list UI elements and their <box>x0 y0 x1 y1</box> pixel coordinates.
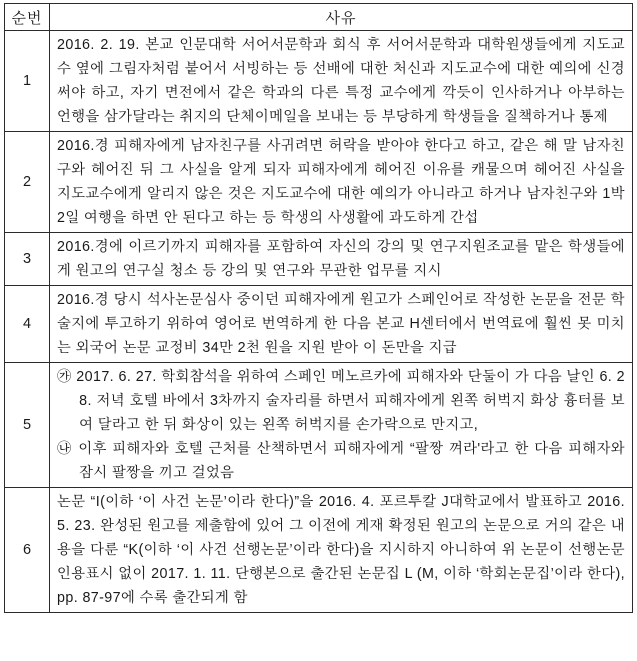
row-reason-cell <box>50 363 633 488</box>
table-row <box>5 31 633 132</box>
row-number: 3 <box>5 233 50 286</box>
header-row <box>5 4 633 31</box>
reason-paragraph: ㉮ 2017. 6. 27. 학회참석을 위하여 스페인 메노르카에 피해자와 단둘이 가 다음 날인 6. 28. 저녁 호텔 바에서 3차까지 술자리를 하면서 피해자에게 왼쪽 허벅지 화상 흉터를 보여 달라고 한 뒤 화상이 있는 왼쪽 허벅지를 손가락으로 만지고, <box>57 369 625 433</box>
reason-paragraph: 2016. 2. 19. 본교 인문대학 서어서문학과 회식 후 서어서문학과 대학원생들에게 지도교수 옆에 그림자처럼 붙어서 서빙하는 등 선배에 대한 처신과 지도교수에 대한 예의에 신경 써야 하고, 자기 면전에서 같은 학과의 다른 특정 교수에게 깍듯이 인사하거나 아부하는 언행을 삼가달라는 취지의 단체이메일을 보내는 등 부당하게 학생들을 질책하거나 통제 <box>57 37 625 125</box>
row-number: 5 <box>5 363 50 488</box>
table-row <box>5 132 633 233</box>
row-reason-cell <box>50 31 633 132</box>
reason-table <box>4 3 633 613</box>
reason-paragraph: 2016.경 당시 석사논문심사 중이던 피해자에게 원고가 스페인어로 작성한 논문을 전문 학술지에 투고하기 위하여 영어로 번역하게 한 다음 본교 H센터에서 번역료에 훨씬 못 미치는 외국어 논문 교정비 34만 2천 원을 지원 받아 이 돈만을 지급 <box>57 292 625 356</box>
row-number: 6 <box>5 488 50 613</box>
row-reason-cell <box>50 488 633 613</box>
table-row <box>5 363 633 488</box>
reason-paragraph: 2016.경 피해자에게 남자친구를 사귀려면 허락을 받아야 한다고 하고, 같은 해 말 남자친구와 헤어진 뒤 그 사실을 알게 되자 피해자에게 헤어진 이유를 캐물으며 헤어진 사실을 지도교수에게 알리지 않은 것은 지도교수에 대한 예의가 아니라고 하거나 남자친구와 1박2일 여행을 하면 안 된다고 하는 등 학생의 사생활에 과도하게 간섭 <box>57 138 625 226</box>
row-reason-cell <box>50 233 633 286</box>
table-body <box>5 31 633 613</box>
header-cell-number: 순번 <box>5 4 50 31</box>
row-number: 2 <box>5 132 50 233</box>
row-number: 4 <box>5 286 50 363</box>
table-row <box>5 488 633 613</box>
reason-paragraph: 논문 “I(이하 ‘이 사건 논문’이라 한다)”을 2016. 4. 포르투칼 J대학교에서 발표하고 2016. 5. 23. 완성된 원고를 제출함에 있어 그 이전에 게재 확정된 원고의 논문으로 거의 같은 내용을 다룬 “K(이하 ‘이 사건 선행논문’이라 한다)을 지시하지 아니하여 위 논문이 선행논문 인용표시 없이 2017. 1. 11. 단행본으로 출간된 논문집 L (M, 이하 ‘학회논문집’이라 한다), pp. 87-97에 수록 출간되게 함 <box>57 494 625 606</box>
table-row <box>5 286 633 363</box>
table-header <box>5 4 633 31</box>
reason-paragraph: ㉯ 이후 피해자와 호텔 근처를 산책하면서 피해자에게 “팔짱 껴라'라고 한 다음 피해자와 잠시 팔짱을 끼고 걸었음 <box>57 441 625 481</box>
row-reason-cell <box>50 132 633 233</box>
reason-paragraph: 2016.경에 이르기까지 피해자를 포함하여 자신의 강의 및 연구지원조교를 맡은 학생들에게 원고의 연구실 청소 등 강의 및 연구와 무관한 업무를 지시 <box>57 239 625 279</box>
header-cell-reason: 사유 <box>50 4 633 31</box>
row-number: 1 <box>5 31 50 132</box>
table-row <box>5 233 633 286</box>
row-reason-cell <box>50 286 633 363</box>
